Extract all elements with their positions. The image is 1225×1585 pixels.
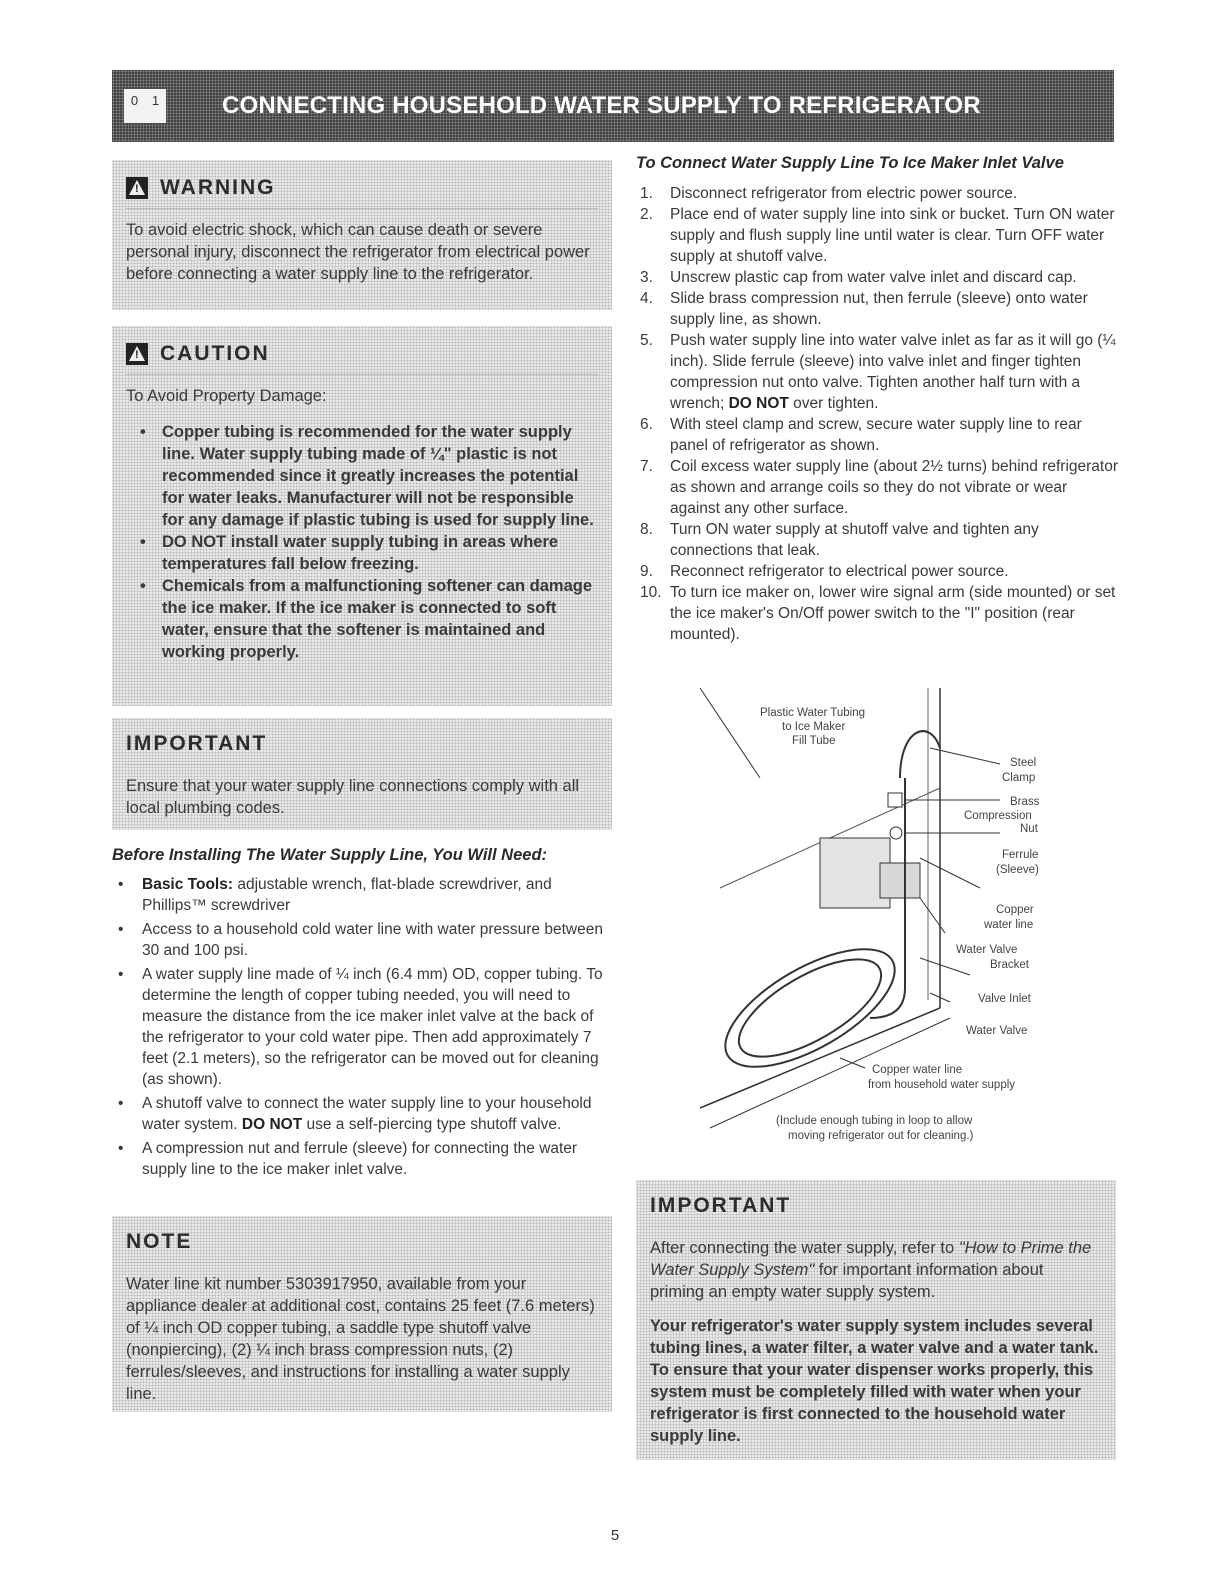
label-to-ice-maker: to Ice Maker xyxy=(782,721,846,733)
bullet-marker: • xyxy=(118,1140,124,1157)
step-item xyxy=(640,267,1120,288)
label-water-line: water line xyxy=(984,919,1034,931)
water-line-diagram xyxy=(700,688,1060,1158)
label-plastic-tubing: Plastic Water Tubing xyxy=(760,707,866,719)
label-loop-note: moving refrigerator out for cleaning.) xyxy=(788,1130,974,1142)
step-item xyxy=(640,204,1120,267)
caution-intro: To Avoid Property Damage: xyxy=(126,387,327,405)
item-text: A compression nut and ferrule (sleeve) for connecting the water supply line to the ice maker inlet valve. xyxy=(142,1140,578,1178)
label-loop-note: (Include enough tubing in loop to allow xyxy=(776,1115,973,1127)
label-fill-tube: Fill Tube xyxy=(792,735,836,747)
step-item xyxy=(640,183,1120,204)
step-text: Turn ON water supply at shutoff valve and tighten any connections that leak. xyxy=(670,521,1039,559)
step-number: 3. xyxy=(640,269,653,286)
bullet-marker: • xyxy=(118,921,124,938)
label-copper: Copper xyxy=(996,904,1034,916)
leader-line xyxy=(920,898,945,933)
important-box xyxy=(112,718,612,830)
item-text: adjustable wrench, flat-blade screwdriver, and Phillips™ screwdriver xyxy=(142,876,552,914)
bullet-marker: • xyxy=(118,966,124,983)
list-item xyxy=(112,874,612,916)
label-sleeve: (Sleeve) xyxy=(996,864,1039,876)
step-text: With steel clamp and screw, secure water supply line to rear panel of refrigerator as shown. xyxy=(670,416,1082,454)
step-item xyxy=(640,582,1120,645)
step-text: Disconnect refrigerator from electric power source. xyxy=(670,185,1018,202)
step-item xyxy=(640,414,1120,456)
step-text: Slide brass compression nut, then ferrule (sleeve) onto water supply line, as shown. xyxy=(670,290,1088,328)
step-item xyxy=(640,288,1120,330)
caution-title-row xyxy=(126,342,598,366)
leader-line xyxy=(920,858,980,888)
ferrule xyxy=(890,827,902,839)
important-priming-text xyxy=(650,1237,1102,1303)
divider xyxy=(126,764,598,765)
connect-steps-list xyxy=(640,183,1120,645)
page-title: CONNECTING HOUSEHOLD WATER SUPPLY TO REFRIGERATOR xyxy=(222,92,981,119)
caution-bullet: • Chemicals from a malfunctioning softener can damage the ice maker. If the ice maker is connected to soft water, ensure that the softener is maintained and working properly. xyxy=(162,575,598,663)
label-water-valve-bracket: Water Valve xyxy=(956,944,1018,956)
step-number: 10. xyxy=(640,584,662,601)
copper-coil xyxy=(725,940,896,1075)
label-ferrule: Ferrule xyxy=(1002,849,1039,861)
item-bold: Basic Tools: xyxy=(142,876,234,893)
warning-title-row xyxy=(126,176,598,200)
section-badge-left: 0 xyxy=(130,93,139,108)
list-item xyxy=(112,919,612,961)
warning-icon xyxy=(126,177,148,199)
plastic-tubing xyxy=(900,731,940,778)
caution-title: CAUTION xyxy=(160,342,270,365)
warning-box xyxy=(112,160,612,310)
priming-text: After connecting the water supply, refer to xyxy=(650,1239,959,1257)
step-item xyxy=(640,561,1120,582)
step-text: Unscrew plastic cap from water valve inlet and discard cap. xyxy=(670,269,1077,286)
section-badge xyxy=(124,89,166,123)
compression-nut xyxy=(888,793,902,807)
step-text: Place end of water supply line into sink or bucket. Turn ON water supply and flush supply line until water is clear. Turn OFF water supply at shutoff valve. xyxy=(670,206,1115,265)
item-text: Access to a household cold water line with water pressure between 30 and 100 psi. xyxy=(142,921,603,959)
divider xyxy=(126,208,598,209)
page-number: 5 xyxy=(610,1527,620,1544)
caution-box xyxy=(112,326,612,706)
section-badge-right: 1 xyxy=(151,93,160,108)
label-clamp: Clamp xyxy=(1002,772,1036,784)
item-bold: DO NOT xyxy=(241,1116,303,1133)
divider xyxy=(650,1226,1102,1227)
before-installing-list xyxy=(112,874,612,1180)
bullet-marker: • xyxy=(118,1095,124,1112)
warning-title: WARNING xyxy=(160,176,276,199)
step-number: 9. xyxy=(640,563,653,580)
divider xyxy=(126,1262,598,1263)
label-water-valve: Water Valve xyxy=(966,1025,1028,1037)
step-text: Push water supply line into water valve inlet as far as it will go (¼ inch). Slide ferrule (sleeve) into valve inlet and finger tighten compression nut onto valve. Tighten another half turn with a wrench; xyxy=(670,332,1116,412)
label-valve-inlet: Valve Inlet xyxy=(978,993,1031,1005)
step-item xyxy=(640,456,1120,519)
step-number: 1. xyxy=(640,185,653,202)
note-box xyxy=(112,1216,612,1412)
label-steel: Steel xyxy=(1010,757,1037,769)
note-title: NOTE xyxy=(126,1230,193,1253)
important-title: IMPORTANT xyxy=(650,1194,792,1217)
item-text: A shutoff valve to connect the water supply line to your household water system. xyxy=(142,1095,592,1133)
item-text: A water supply line made of ¼ inch (6.4 mm) OD, copper tubing. To determine the length of copper tubing needed, you will need to measure the distance from the ice maker inlet valve at the back of the refrigerator to your cold water pipe. Then add approximately 7 feet (2.1 meters), so the refrigerator can be moved out for cleaning (as shown). xyxy=(142,966,603,1088)
step-bold: DO NOT xyxy=(728,395,789,412)
section-header-bar xyxy=(112,70,1114,142)
important-system-text: Your refrigerator's water supply system includes several tubing lines, a water filter, a water valve and a water tank. To ensure that your water dispenser works properly, this system must be completely filled with water when your refrigerator is first connected to the household water supply line. xyxy=(650,1317,1099,1445)
item-text: use a self-piercing type shutoff valve. xyxy=(302,1116,562,1133)
caution-list xyxy=(126,421,598,663)
priming-reference: "How to Prime the Water Supply System" xyxy=(650,1239,1092,1279)
important-title: IMPORTANT xyxy=(126,732,268,755)
connect-heading: To Connect Water Supply Line To Ice Maker Inlet Valve xyxy=(636,154,1064,172)
caution-icon xyxy=(126,343,148,365)
divider xyxy=(126,374,598,375)
step-number: 8. xyxy=(640,521,653,538)
list-item xyxy=(112,1138,612,1180)
list-item xyxy=(112,964,612,1090)
label-compression: Compression xyxy=(964,810,1032,822)
step-number: 7. xyxy=(640,458,653,475)
note-text: Water line kit number 5303917950, available from your appliance dealer at additional cost, contains 25 feet (7.6 meters) of ¼ inch OD copper tubing, a saddle type shutoff valve (nonpiercing), (2) ¼ inch brass compression nuts, (2) ferrules/sleeves, and instructions for installing a water supply line. xyxy=(126,1275,595,1403)
step-number: 2. xyxy=(640,206,653,223)
step-text: over tighten. xyxy=(788,395,879,412)
step-number: 5. xyxy=(640,332,653,349)
important-text: Ensure that your water supply line connections comply with all local plumbing codes. xyxy=(126,777,580,817)
list-item xyxy=(112,1093,612,1135)
warning-text: To avoid electric shock, which can cause death or severe personal injury, disconnect the refrigerator from electrical power before connecting a water supply line to the refrigerator. xyxy=(126,221,590,283)
label-bracket: Bracket xyxy=(990,959,1029,971)
valve-bracket xyxy=(880,863,920,898)
tubing-line xyxy=(700,688,760,778)
before-installing-heading: Before Installing The Water Supply Line, You Will Need: xyxy=(112,846,548,864)
step-text: Coil excess water supply line (about 2½ turns) behind refrigerator as shown and arrange coils so they do not vibrate or wear against any other surface. xyxy=(670,458,1119,517)
caution-bullet: • DO NOT install water supply tubing in areas where temperatures fall below freezing. xyxy=(162,531,598,575)
step-item xyxy=(640,330,1120,414)
label-brass: Brass xyxy=(1010,796,1040,808)
step-text: Reconnect refrigerator to electrical power source. xyxy=(670,563,1009,580)
label-nut: Nut xyxy=(1020,823,1038,835)
step-number: 6. xyxy=(640,416,653,433)
priming-text: for important information about priming an empty water supply system. xyxy=(650,1261,1044,1301)
step-text: To turn ice maker on, lower wire signal arm (side mounted) or set the ice maker's On/Off power switch to the "I" position (rear mounted). xyxy=(670,584,1116,643)
bullet-marker: • xyxy=(118,876,124,893)
label-household-supply: from household water supply xyxy=(868,1079,1016,1091)
label-copper-water-line: Copper water line xyxy=(872,1064,963,1076)
step-number: 4. xyxy=(640,290,653,307)
step-item xyxy=(640,519,1120,561)
important-priming-box xyxy=(636,1180,1116,1460)
floor-edge xyxy=(700,1008,940,1108)
caution-bullet: • Copper tubing is recommended for the water supply line. Water supply tubing made of ¼" plastic is not recommended since it greatly increases the potential for water leaks. Manufacturer will not be responsible for any damage if plastic tubing is used for supply line. xyxy=(162,421,598,531)
